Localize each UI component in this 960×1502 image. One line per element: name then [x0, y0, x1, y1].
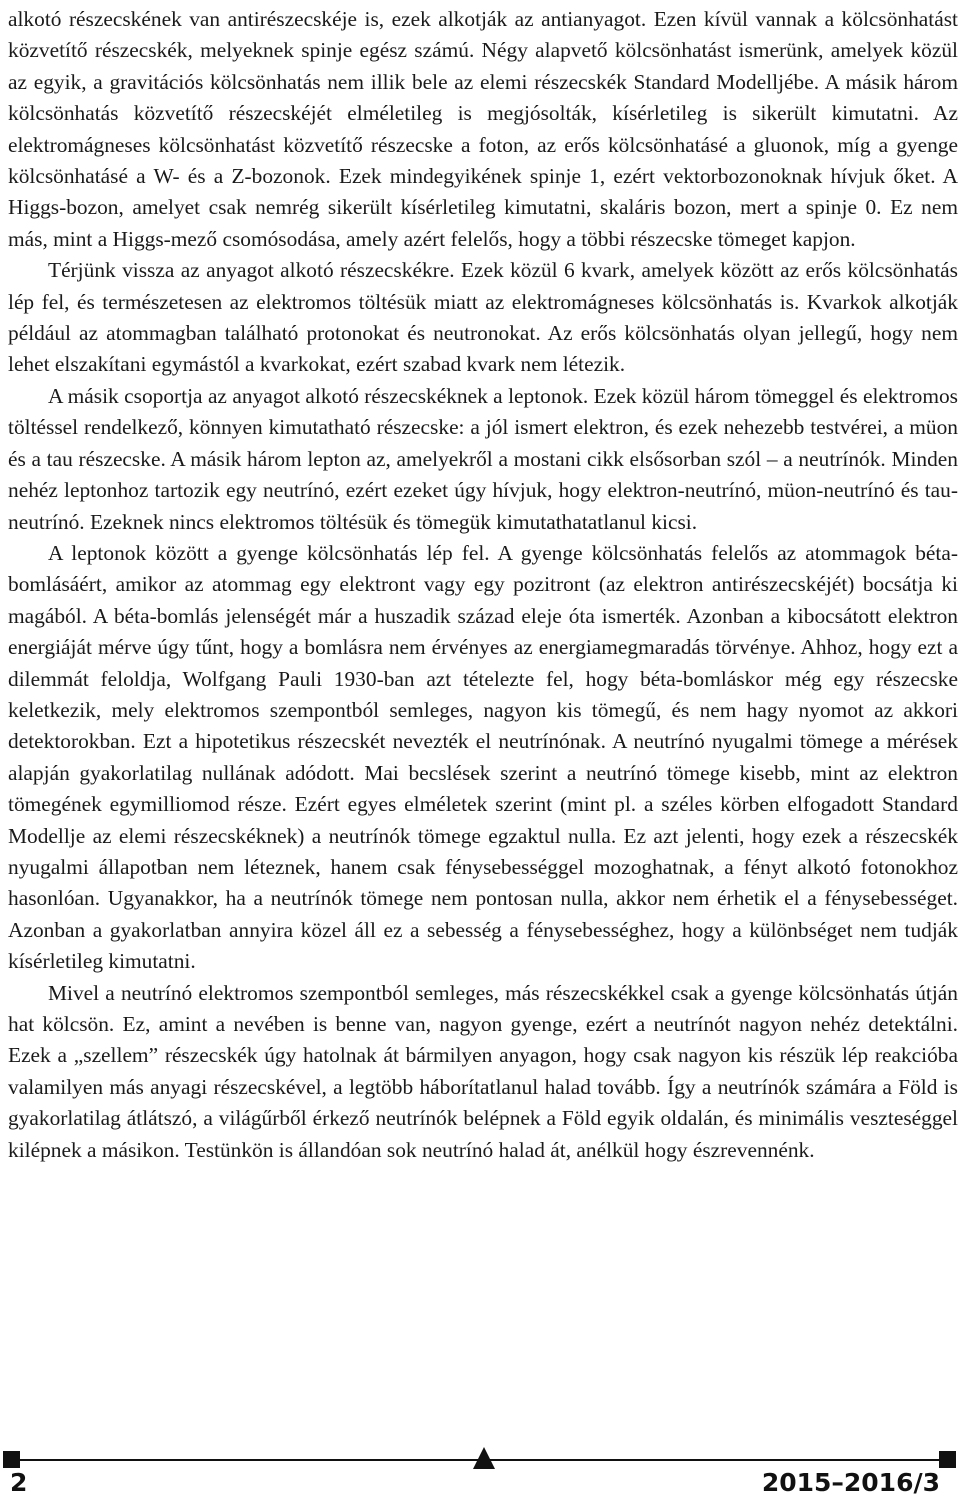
paragraph-2: Térjünk vissza az anyagot alkotó részecskékre. Ezek közül 6 kvark, amelyek között az erős kölcsönhatás lép fel, és természetesen az elektromos töltésük miatt az elektromágneses kölcsönhatás is. Kvarkok alkotják például az atommagban található protonokat és neutronokat. Az erős kölcsönhatás olyan jellegű, hogy nem lehet elszakítani egymástól a kvarkokat, ezért szabad kvark nem létezik. [8, 258, 958, 377]
paragraph-3: A másik csoportja az anyagot alkotó részecskéknek a leptonok. Ezek közül három tömeggel és elektromos töltéssel rendelkező, könnyen kimutatható részecske: a jól ismert elektron, és ezek nehezebb testvérei, a müon és a tau részecske. A másik három lepton az, amelyekről a mostani cikk elsősorban szól – a neutrínók. Minden nehéz leptonhoz tartozik egy neutrínó, ezért ezeket úgy hívjuk, hogy elektron-neutrínó, müon-neutrínó és tau-neutrínó. Ezeknek nincs elektromos töltésük és tömegük kimutathatatlanul kicsi. [8, 383, 958, 534]
issue-label: 2015–2016/3 [761, 1468, 940, 1497]
article-body [8, 4, 958, 1166]
square-marker-icon [939, 1451, 956, 1468]
paragraph-5: Mivel a neutrínó elektromos szempontból semleges, más részecskékkel csak a gyenge kölcsönhatás útján hat kölcsön. Ez, amint a nevében is benne van, nagyon gyenge, ezért a neutrínót nagyon nehéz detektálni. Ezek a „szellem” részecskék úgy hatolnak át bármilyen anyagon, hogy csak nagyon kis részük lép reakcióba valamilyen más anyagi részecskével, a legtöbb háborítatlanul halad tovább. Így a neutrínók számára a Föld is gyakorlatilag átlátszó, a világűrből érkező neutrínók belépnek a Föld egyik oldalán, és minimális veszteséggel kilépnek a másikon. Testünkön is állandóan sok neutrínó halad át, anélkül hogy észrevennénk. [8, 980, 958, 1162]
square-marker-icon [3, 1451, 20, 1468]
paragraph-4: A leptonok között a gyenge kölcsönhatás lép fel. A gyenge kölcsönhatás felelős az atommagok béta-bomlásáért, amikor az atommag egy elektront vagy egy pozitront (az elektron antirészecskéjét) bocsátja ki magából. A béta-bomlás jelenségét már a huszadik század eleje óta ismerték. Azonban a kibocsátott elektron energiáját mérve úgy tűnt, hogy a bomlásra nem érvényes az energiamegmaradás törvénye. Ahhoz, hogy ezt a dilemmát feloldja, Wolfgang Pauli 1930-ban azt tételezte fel, hogy béta-bomláskor még egy részecske keletkezik, mely elektromos szempontból semleges, nagyon kis tömegű, és nem hagy nyomot az akkori detektorokban. Ezt a hipotetikus részecskét nevezték el neutrínónak. A neutrínó nyugalmi tömege a mérések alapján gyakorlatilag nullának adódott. Mai becslések szerint a neutrínó tömege kisebb, mint az elektron tömegének egymilliomod része. Ezért egyes elméletek szerint (mint pl. a széles körben elfogadott Standard Modellje az elemi részecskéknek) a neutrínók tömege egzaktul nulla. Ez azt jelenti, hogy ezek a részecskék nyugalmi állapotban nem léteznek, hanem csak fénysebességgel mozoghatnak, a fényt alkotó fotonokhoz hasonlóan. Ugyanakkor, ha a neutrínók tömege nem pontosan nulla, akkor nem érhetik el a fénysebességet. Azonban a gyakorlatban annyira közel áll ez a sebesség a fénysebességhez, hogy a különbséget nem tudják kísérletileg kimutatni. [8, 540, 958, 974]
paragraph-1: alkotó részecskének van antirészecskéje is, ezek alkotják az antianyagot. Ezen kívül vannak a kölcsönhatást közvetítő részecskék, melyeknek spinje egész számú. Négy alapvető kölcsönhatást ismerünk, amelyek közül az egyik, a gravitációs kölcsönhatás nem illik bele az elemi részecskék Standard Modelljébe. A másik három kölcsönhatás közvetítő részecskéjét elméletileg is megjósolták, kísérletileg is sikerült kimutatni. Az elektromágneses kölcsönhatást közvetítő részecske a foton, az erős kölcsönhatásé a gluonok, míg a gyenge kölcsönhatásé a W- és a Z-bozonok. Ezek mindegyikének spinje 1, ezért vektorbozonoknak hívjuk őket. A Higgs-bozon, amelyet csak nemrég sikerült kísérletileg kimutatni, skaláris bozon, mert a spinje 0. Ez nem más, mint a Higgs-mező csomósodása, amely azért felelős, hogy a többi részecske tömeget kapjon. [8, 7, 958, 251]
page-number: 2 [10, 1468, 28, 1497]
triangle-marker-icon [473, 1447, 495, 1469]
